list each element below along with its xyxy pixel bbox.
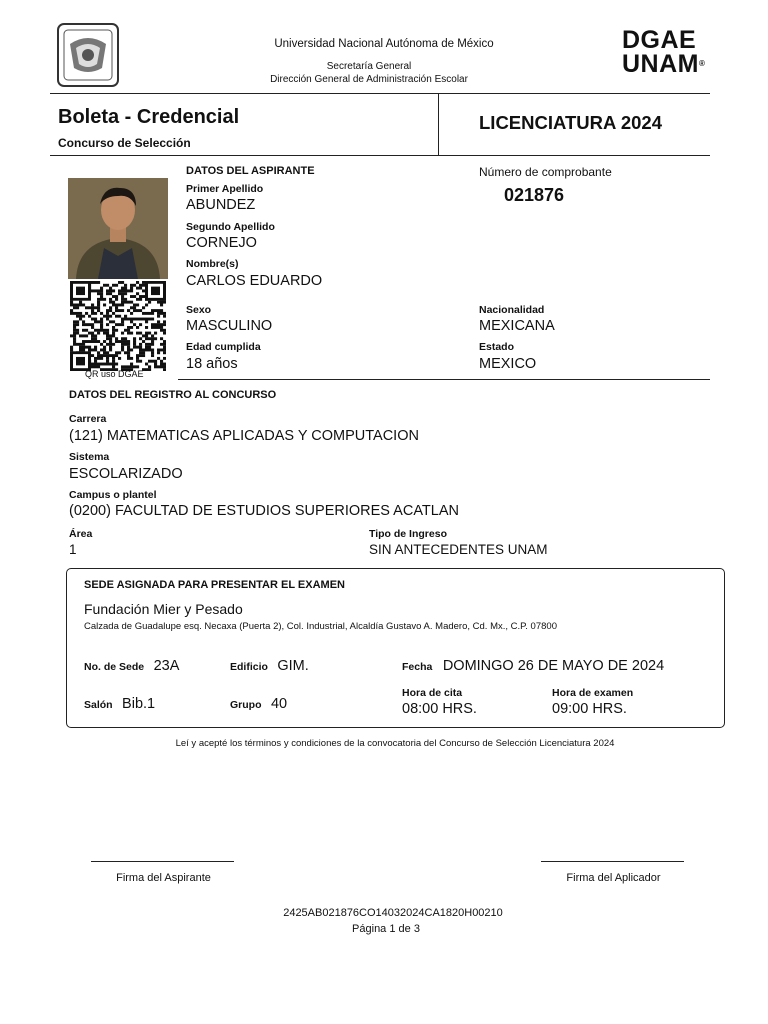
header-divider	[438, 93, 439, 155]
signature-line-aspirante	[91, 861, 234, 862]
firma-aspirante: Firma del Aspirante	[116, 872, 211, 884]
nombres-label: Nombre(s)	[186, 258, 239, 270]
applicant-photo	[68, 178, 168, 279]
university-name: Universidad Nacional Autónoma de México	[274, 38, 494, 50]
area-label: Área	[69, 528, 93, 540]
carrera-label: Carrera	[69, 413, 107, 425]
edad-value: 18 años	[186, 356, 238, 372]
edificio-field	[230, 657, 309, 675]
section-sede: SEDE ASIGNADA PARA PRESENTAR EL EXAMEN	[84, 579, 345, 591]
salon-value: Bib.1	[122, 696, 156, 712]
edificio-value: GIM.	[277, 658, 309, 674]
estado-value: MEXICO	[479, 356, 537, 372]
sistema-label: Sistema	[69, 451, 110, 463]
signature-line-aplicador	[541, 861, 684, 862]
campus-label: Campus o plantel	[69, 489, 157, 501]
ingreso-label: Tipo de Ingreso	[369, 528, 447, 540]
document-subtitle: Concurso de Selección	[58, 136, 191, 150]
segundo-apellido-value: CORNEJO	[186, 235, 257, 251]
nacionalidad-label: Nacionalidad	[479, 304, 545, 316]
dgae-unam-logo	[622, 28, 718, 76]
segundo-apellido-label: Segundo Apellido	[186, 221, 275, 233]
fecha-value: DOMINGO 26 DE MAYO DE 2024	[442, 658, 665, 674]
nombres-value: CARLOS EDUARDO	[186, 273, 323, 289]
qr-code	[70, 281, 166, 371]
terms-text: Leí y acepté los términos y condiciones de la convocatoria del Concurso de Selección Licenciatura 2024	[175, 738, 615, 749]
fecha-field	[402, 657, 664, 675]
grupo-value: 40	[270, 696, 288, 712]
logo-line-2: UNAM®	[622, 50, 706, 78]
comprobante-label: Número de comprobante	[479, 165, 612, 179]
sexo-value: MASCULINO	[186, 318, 273, 334]
section-aspirante: DATOS DEL ASPIRANTE	[186, 165, 315, 177]
header-rule-top	[50, 93, 710, 94]
secretaria-general: Secretaría General	[326, 61, 412, 72]
direccion-general: Dirección General de Administración Escolar	[270, 74, 468, 85]
fecha-label: Fecha	[402, 661, 433, 673]
logo-registered: ®	[699, 59, 706, 68]
document-title: Boleta - Credencial	[58, 106, 240, 128]
header-rule-bottom	[50, 155, 710, 156]
no-sede-label: No. de Sede	[84, 661, 145, 673]
estado-label: Estado	[479, 341, 515, 353]
area-value: 1	[69, 542, 77, 557]
campus-value: (0200) FACULTAD DE ESTUDIOS SUPERIORES ACATLAN	[69, 503, 459, 519]
page-number: Página 1 de 3	[352, 923, 420, 935]
qr-caption: QR uso DGAE	[85, 369, 144, 379]
grupo-field	[230, 695, 287, 713]
sede-address: Calzada de Guadalupe esq. Necaxa (Puerta 2), Col. Industrial, Alcaldía Gustavo A. Madero, Cd. Mx., C.P. 07800	[84, 621, 557, 632]
document-code: 2425AB021876CO14032024CA1820H00210	[283, 907, 503, 919]
sexo-label: Sexo	[186, 304, 212, 316]
grupo-label: Grupo	[230, 699, 262, 711]
salon-field	[84, 695, 155, 713]
hora-cita-label: Hora de cita	[402, 687, 463, 699]
logo-line-1: DGAE	[622, 26, 697, 54]
hora-cita-value: 08:00 HRS.	[402, 701, 477, 717]
edad-label: Edad cumplida	[186, 341, 261, 353]
firma-aplicador: Firma del Aplicador	[566, 872, 661, 884]
person-icon	[68, 178, 168, 279]
primer-apellido-value: ABUNDEZ	[186, 197, 256, 213]
hora-examen-label: Hora de examen	[552, 687, 634, 699]
no-sede-value: 23A	[153, 658, 180, 674]
comprobante-value: 021876	[504, 185, 565, 205]
sistema-value: ESCOLARIZADO	[69, 466, 183, 482]
section-registro: DATOS DEL REGISTRO AL CONCURSO	[69, 389, 277, 401]
exam-level: LICENCIATURA 2024	[479, 112, 662, 133]
nacionalidad-value: MEXICANA	[479, 318, 555, 334]
no-sede-field	[84, 657, 179, 675]
carrera-value: (121) MATEMATICAS APLICADAS Y COMPUTACION	[69, 428, 419, 444]
aspirante-rule	[178, 379, 710, 380]
primer-apellido-label: Primer Apellido	[186, 183, 264, 195]
ingreso-value: SIN ANTECEDENTES UNAM	[369, 542, 548, 557]
sede-name: Fundación Mier y Pesado	[84, 601, 243, 617]
salon-label: Salón	[84, 699, 113, 711]
edificio-label: Edificio	[230, 661, 268, 673]
hora-examen-value: 09:00 HRS.	[552, 701, 627, 717]
